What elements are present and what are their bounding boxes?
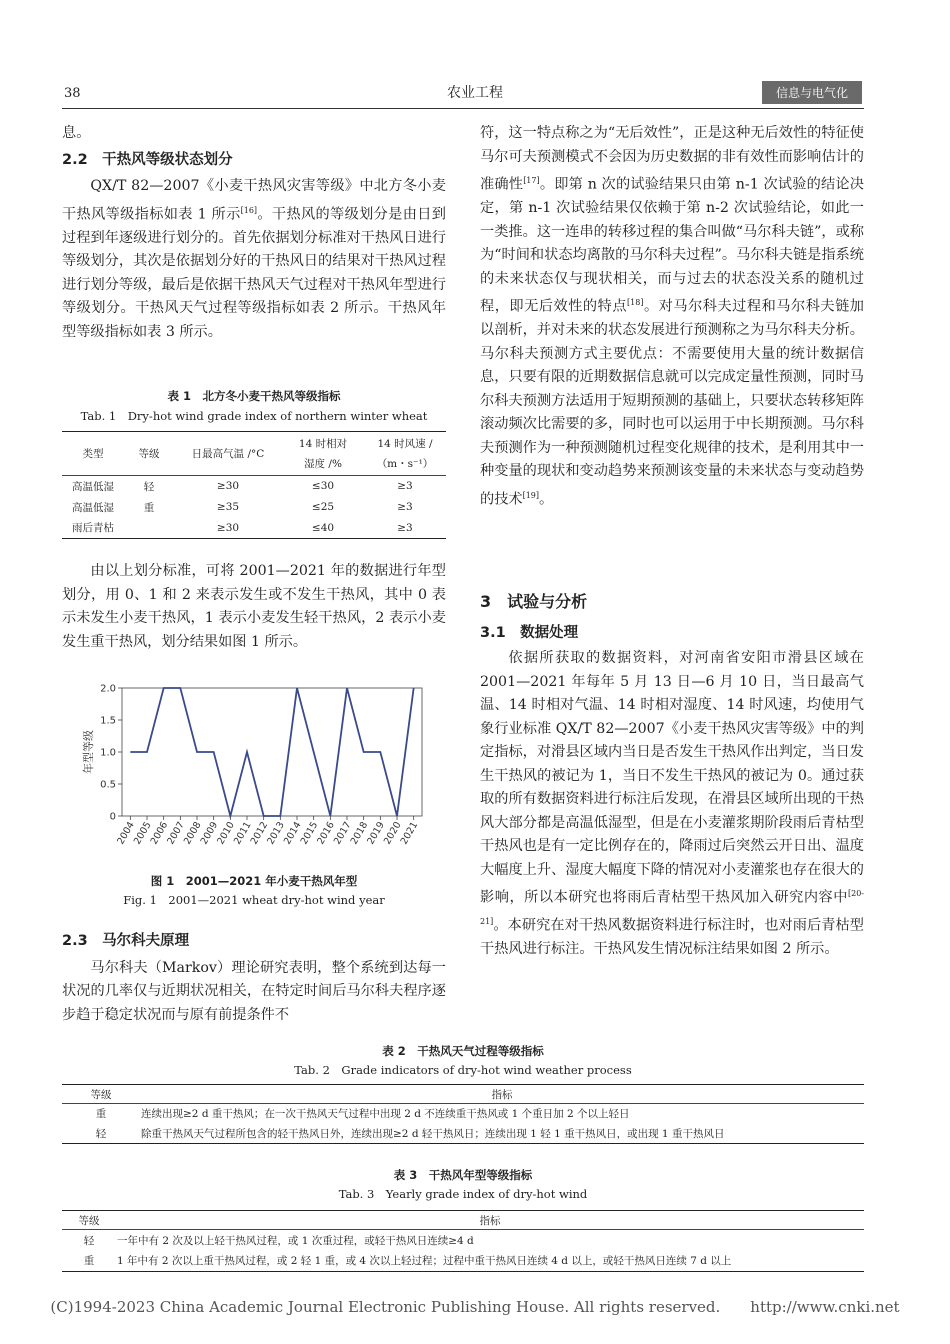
- table2: [62, 1084, 864, 1144]
- table1-header: 14 时相对 湿度 /%: [298, 437, 348, 470]
- table-cell: 除重干热风天气过程所包含的轻干热风日外，连续出现≥2 d 轻干热风日；连续出现 1 轻 1 重干热风日，或出现 1 重干热风日: [141, 1127, 725, 1140]
- citation-17: [17]: [523, 176, 540, 185]
- table-row: [62, 518, 446, 539]
- table-cell: ≥3: [397, 480, 413, 493]
- table3-caption-cn: 表 3 干热风年型等级指标: [393, 1168, 533, 1182]
- table-cell: 轻: [83, 1234, 95, 1247]
- table2-header: 等级: [90, 1088, 112, 1101]
- x-tick-label: 2010: [215, 820, 237, 847]
- table-cell: 重: [95, 1108, 107, 1121]
- paragraph-continuation: 息。: [62, 125, 91, 141]
- table-cell: 轻: [143, 480, 155, 493]
- table-cell: ≤25: [311, 501, 335, 513]
- table-row: [62, 1124, 864, 1144]
- y-tick-label: 2.0: [100, 683, 116, 695]
- table-cell: 雨后青枯: [72, 522, 114, 535]
- section-heading-2-3: 2.3 马尔科夫原理: [62, 933, 190, 949]
- citation-16: [16]: [240, 205, 258, 215]
- section-heading-3-1: 3.1 数据处理: [480, 624, 579, 641]
- text-run: 。: [539, 491, 554, 508]
- x-tick-label: 2006: [148, 820, 171, 847]
- table2-caption-cn: 表 2 干热风天气过程等级指标: [382, 1044, 544, 1058]
- y-axis-label: 年型等级: [82, 730, 95, 774]
- table1-header: 等级: [138, 448, 160, 460]
- table-row: [62, 1230, 864, 1251]
- x-tick-label: 2012: [248, 820, 271, 847]
- table-cell: ≤40: [311, 521, 335, 534]
- table3-caption-en: Tab. 3 Yearly grade index of dry-hot wind: [338, 1187, 588, 1201]
- x-tick-label: 2005: [131, 820, 154, 847]
- text-run: 。干热风的等级划分是由日到过程到年逐级进行划分的。首先依据划分标准对干热风日进行等级划分，其次是依据划分好的干热风日的结果对干热风过程进行划分等级，最后是依据干热风天气过程对干热风年型进行等级划分。干热风天气过程等级指标如表 2 所示。干热风年型等级指标如表 3 所示。: [62, 206, 446, 340]
- table-row: [62, 497, 446, 518]
- table-cell: ≥3: [397, 501, 413, 513]
- text-run: 依据所获取的数据资料，对河南省安阳市滑县区域在 2001—2021 年每年 5 月 13 日—6 月 10 日，当日最高气温、14 时相对气温、14 时相对湿度、14 时风速，均使用气象行业标准 QX/T 82—2007《小麦干热风灾害等级》中的判定指标，对滑县区域内当日是否发生干热风作出判定，当日发生干热风的被记为 1，当日不发生干热风的被记为 0。通过获取的所有数据资料进行标注后发现，在滑县区域所出现的干热风大部分都是高温低湿型，但是在小麦灌浆期阶段雨后青枯型干热风也是有一定比例存在的，降雨过后突然云开日出、温度大幅度上升、湿度大幅度下降的情况对小麦灌浆也存在很大的影响，所以本研究也将雨后青枯型干热风加入研究内容中: [480, 650, 864, 906]
- right-column-top: [480, 122, 864, 512]
- table-row: [62, 476, 446, 497]
- x-tick-label: 2004: [115, 820, 137, 847]
- table1-caption-cn: 表 1 北方冬小麦干热风等级指标: [167, 389, 341, 403]
- paragraph-data-processing: [480, 647, 864, 962]
- table-cell: 高温低湿: [72, 480, 114, 493]
- x-tick-label: 2007: [165, 820, 187, 847]
- x-tick-label: 2014: [281, 820, 304, 847]
- x-tick-label: 2013: [265, 820, 287, 847]
- table2-caption-en: Tab. 2 Grade indicators of dry-hot wind weather process: [294, 1063, 632, 1077]
- y-tick-label: 0: [109, 811, 116, 823]
- table-cell: ≥30: [216, 521, 240, 534]
- journal-title: 农业工程: [447, 85, 503, 101]
- x-tick-label: 2021: [398, 820, 421, 847]
- citation-18: [18]: [627, 298, 644, 308]
- left-column-mid: [62, 560, 446, 654]
- table-cell: 1 年中有 2 次以上重干热风过程，或 2 轻 1 重，或 4 次以上轻过程；过程中重干热风日连续 4 d 以上，或轻干热风日连续 7 d 以上: [117, 1255, 732, 1268]
- x-tick-label: 2018: [348, 820, 371, 847]
- text-run: 。即第 n 次的试验结果只由第 n-1 次试验的结论决定，第 n-1 次试验结果仅依赖于第 n-2 次试验结论，如此一一类推。这一连串的转移过程的集合叫做“马尔科夫链”，或称为“时间和状态均离散的马尔科夫过程”。马尔科夫链是指系统的未来状态仅与现状相关，而与过去的状态没关系的随机过程，即无后效性的特点: [480, 176, 864, 315]
- table1-header: 14 时风速 / （m・s⁻¹）: [376, 437, 434, 470]
- table-cell: 连续出现≥2 d 重干热风；在一次干热风天气过程中出现 2 d 不连续重干热风或 1 个重日加 2 个以上轻日: [141, 1108, 630, 1121]
- paragraph-markov-intro: 马尔科夫（Markov）理论研究表明，整个系统到达每一状况的几率仅与近期状况相关，在特定时间后马尔科夫程序逐步趋于稳定状况而与原有前提条件不: [62, 959, 446, 1023]
- section-badge: 信息与电气化: [762, 81, 862, 104]
- table-cell: 高温低湿: [72, 501, 114, 514]
- x-tick-label: 2008: [181, 820, 204, 847]
- table-row: [62, 1104, 864, 1124]
- figure1-caption-en: Fig. 1 2001—2021 wheat dry-hot wind year: [123, 893, 385, 907]
- x-tick-label: 2020: [381, 820, 404, 847]
- x-tick-label: 2016: [315, 820, 337, 847]
- left-column-top: [62, 122, 446, 344]
- table1-header: 类型: [82, 448, 104, 460]
- x-tick-label: 2011: [231, 820, 254, 847]
- page-number: 38: [64, 86, 81, 101]
- text-run: 符，这一特点称之为“无后效性”，正是这种无后效性的特征使马尔可夫预测模式不会因为历史数据的非有效性而影响估计的准确性: [480, 125, 864, 193]
- x-tick-label: 2009: [198, 820, 221, 847]
- table1-header: 日最高气温 /°C: [191, 448, 265, 460]
- table2-header: 指标: [491, 1088, 513, 1101]
- table-cell: ≥30: [216, 480, 240, 493]
- text-run: QX/T 82—2007《小麦干热风灾害等级》中北方冬小麦干热风等级指标如表 1 所示: [62, 178, 446, 223]
- table1: [62, 431, 446, 539]
- table3-header: 等级: [78, 1214, 100, 1227]
- table3-header: 指标: [479, 1214, 501, 1227]
- y-tick-label: 0.5: [100, 779, 116, 791]
- y-tick-label: 1.0: [100, 747, 116, 759]
- header-rule: [62, 108, 864, 109]
- table-cell: ≤30: [311, 480, 335, 493]
- table-cell: 重: [83, 1255, 95, 1268]
- table3: [62, 1210, 864, 1272]
- table-row: [62, 1251, 864, 1272]
- paragraph-markov-cont: [480, 122, 864, 512]
- table-cell: 一年中有 2 次及以上轻干热风过程，或 1 次重过程，或轻干热风日连续≥4 d: [117, 1234, 474, 1247]
- citation-20-21: [20-21]: [480, 889, 864, 927]
- y-tick-label: 1.5: [100, 715, 116, 727]
- citation-19: [19]: [522, 490, 539, 500]
- series-line: [130, 688, 413, 816]
- table-cell: ≥35: [216, 501, 240, 513]
- figure1-line-chart: [80, 672, 440, 872]
- x-tick-label: 2015: [298, 820, 321, 847]
- x-tick-label: 2017: [331, 820, 354, 847]
- table-cell: 轻: [95, 1127, 107, 1140]
- section-heading-3: 3 试验与分析: [480, 592, 588, 611]
- left-column-bottom: [62, 930, 446, 1027]
- text-run: 。对马尔科夫过程和马尔科夫链加以剖析，并对未来的状态发展进行预测称之为马尔科夫分析。马尔科夫预测方式主要优点：不需要使用大量的统计数据信息，只要有限的近期数据信息就可以完成定量性预测，同时马尔科夫预测方法适用于短期预测的基础上，只要状态转移矩阵滚动频次比需要的多，同时也可以运用于中长期预测。马尔科夫预测作为一种预测随机过程变化规律的技术，是利用其中一种变量的现状和变动趋势来预测该变量的未来状态与变动趋势的技术: [480, 298, 864, 508]
- figure1-caption-cn: 图 1 2001—2021 年小麦干热风年型: [150, 874, 358, 888]
- paragraph-grade-division: [62, 175, 446, 344]
- table-cell: [124, 518, 174, 539]
- copyright-footer: (C)1994-2023 China Academic Journal Electronic Publishing House. All rights reserved. http://www.cnki.net: [50, 1298, 900, 1316]
- right-column-bottom: [480, 590, 864, 962]
- table-cell: 重: [143, 501, 155, 514]
- table-cell: ≥3: [397, 521, 413, 534]
- section-heading-2-2: 2.2 干热风等级状态划分: [62, 151, 233, 168]
- table1-caption-en: Tab. 1 Dry-hot wind grade index of northern winter wheat: [80, 409, 428, 423]
- x-tick-label: 2019: [365, 820, 387, 847]
- text-run: 。本研究在对干热风数据资料进行标注时，也对雨后青枯型干热风进行标注。干热风发生情况标注结果如图 2 所示。: [480, 917, 864, 958]
- paragraph-year-type: 由以上划分标准，可将 2001—2021 年的数据进行年型划分，用 0、1 和 2 来表示发生或不发生干热风，其中 0 表示未发生小麦干热风，1 表示小麦发生轻干热风，2 表示小麦发生重干热风，划分结果如图 1 所示。: [62, 563, 446, 650]
